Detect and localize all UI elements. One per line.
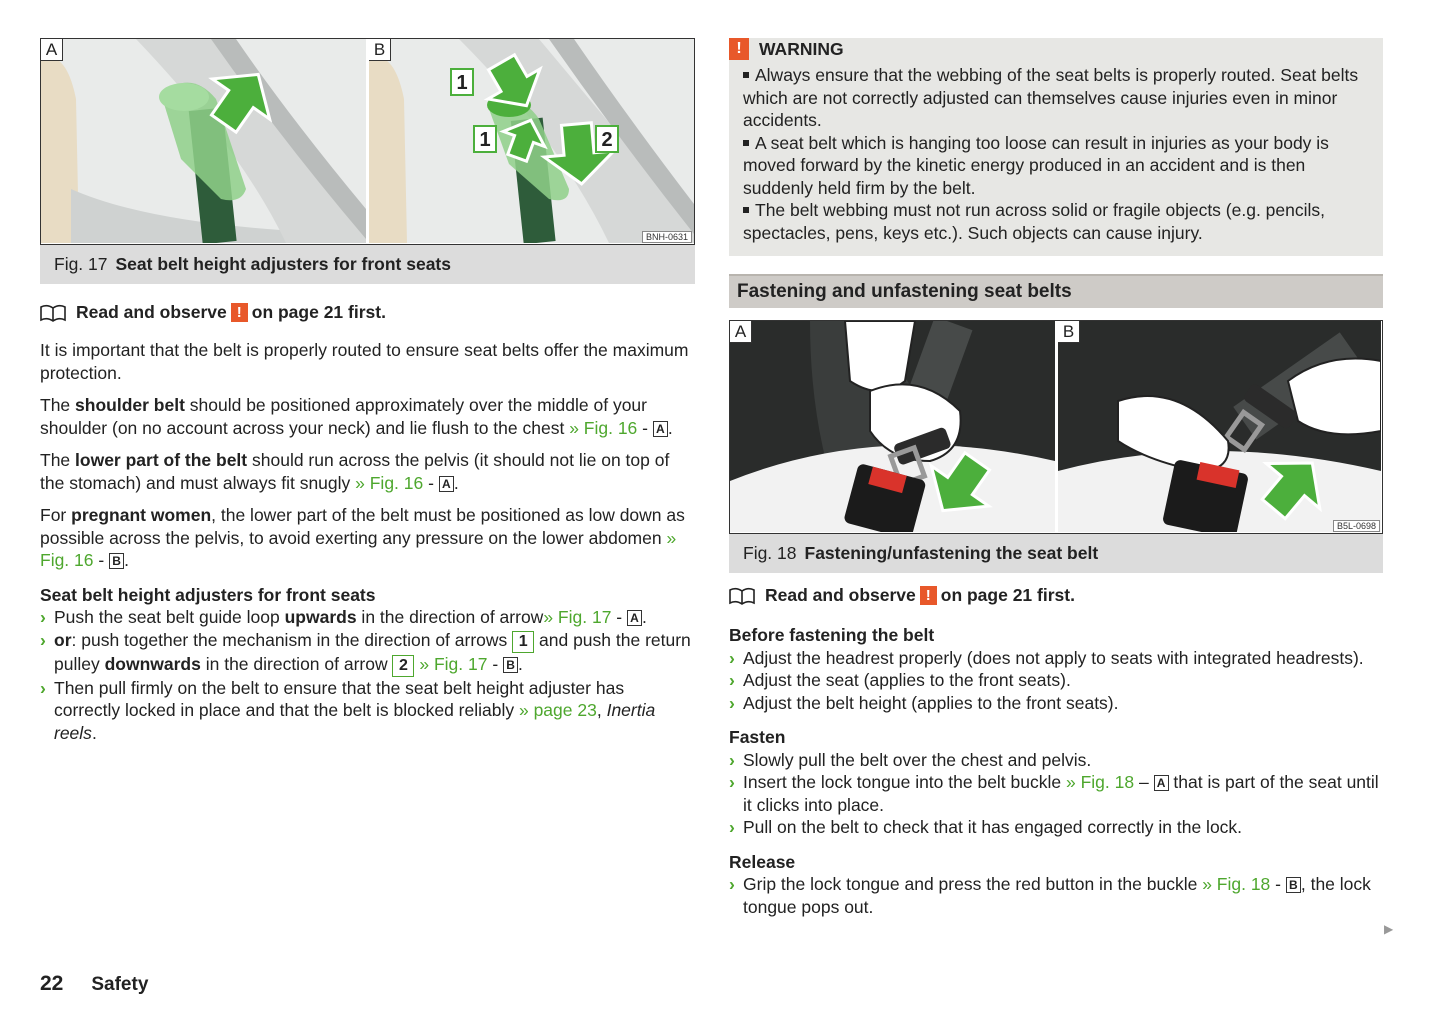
- left-column: [40, 38, 695, 744]
- list-item: › Adjust the belt height (applies to the front seats).: [729, 692, 1119, 713]
- read-text: Read and observe: [765, 585, 916, 605]
- arrow-callout-1: 1: [512, 631, 534, 653]
- figure-code: B5L-0698: [1333, 520, 1380, 532]
- link-fig-16[interactable]: » Fig. 16: [355, 472, 424, 493]
- figure-18-panel-b: [1058, 321, 1381, 532]
- list-item: › Adjust the headrest properly (does not apply to seats with integrated headrests).: [729, 647, 1364, 668]
- figure-number: Fig. 17: [54, 254, 108, 274]
- figure-17: [40, 38, 695, 284]
- subheading-height-adjusters: Seat belt height adjusters for front seats: [40, 584, 376, 605]
- warning-mark-icon: !: [231, 303, 248, 322]
- panel-label-a: A: [41, 39, 63, 61]
- link-fig-17[interactable]: » Fig. 17: [543, 607, 612, 627]
- warning-icon: !: [729, 38, 749, 60]
- list-item: › Push the seat belt guide loop upwards in the direction of arrow» Fig. 17 - A .: [40, 607, 647, 627]
- warning-mark-icon: !: [920, 586, 937, 605]
- read-text: Read and observe: [76, 302, 227, 322]
- warning-item: The belt webbing must not run across solid or fragile objects (e.g. pencils, spectacles, pens, keys etc.). Such objects can cause injury.: [743, 200, 1326, 243]
- subheading-release: Release: [729, 851, 796, 872]
- figure-18: [729, 320, 1383, 573]
- read-page-text: on page 21 first.: [251, 302, 386, 322]
- list-item: › Grip the lock tongue and press the red button in the buckle » Fig. 18 - B , the lock tongue pops out.: [729, 874, 1371, 917]
- height-adjuster-steps: [40, 606, 695, 744]
- chevron-right-icon: ›: [729, 772, 735, 792]
- chevron-right-icon: ›: [40, 629, 46, 650]
- before-fastening-steps: [729, 647, 1383, 715]
- release-steps: [729, 873, 1383, 918]
- warning-header: [729, 38, 1369, 60]
- link-fig-16[interactable]: » Fig. 16: [569, 417, 638, 438]
- paragraph-lower-belt: The lower part of the belt should run across the pelvis (it should not lie on top of the stomach) and must always fit snugly » Fig. 16 - A .: [40, 450, 670, 493]
- link-fig-16[interactable]: » Fig. 16: [40, 527, 677, 570]
- page-number: 22: [40, 972, 64, 995]
- chevron-right-icon: ›: [729, 749, 735, 770]
- subheading-fasten: Fasten: [729, 727, 786, 747]
- paragraph-routing: It is important that the belt is properly routed to ensure seat belts offer the maximum protection.: [40, 340, 689, 383]
- book-icon: [40, 304, 66, 322]
- fastening-belt-illustration: [730, 321, 1055, 532]
- panel-label-b: B: [1058, 321, 1080, 343]
- subheading-before-fastening: Before fastening the belt: [729, 625, 935, 645]
- figure-code: BNH-0631: [642, 231, 692, 243]
- list-item: › Adjust the seat (applies to the front seats).: [729, 670, 1071, 690]
- list-item: › or: push together the mechanism in the direction of arrows 1 and push the return pulley downwards in the direction of arrow 2 » Fig. 17 - B .: [40, 629, 695, 677]
- link-page-23[interactable]: » page 23: [518, 700, 597, 720]
- callout-1-top: 1: [456, 72, 468, 94]
- read-and-observe-note: [40, 302, 695, 323]
- chevron-right-icon: ›: [729, 817, 735, 837]
- warning-item: A seat belt which is hanging too loose can result in injuries as your body is moved forward by the kinetic energy produced in an accident and is then suddenly held firm by the belt.: [743, 132, 1329, 198]
- chevron-right-icon: ›: [40, 677, 46, 698]
- fasten-steps: [729, 749, 1383, 839]
- page-footer: [40, 972, 148, 996]
- seat-belt-pillar-illustration: [41, 39, 366, 243]
- figure-title: Fastening/unfastening the seat belt: [804, 543, 1099, 563]
- figure-number: Fig. 18: [743, 543, 797, 563]
- callout-1-lower: 1: [479, 129, 491, 151]
- figure-title: Seat belt height adjusters for front seats: [115, 254, 451, 274]
- read-and-observe-note: [729, 585, 1383, 606]
- figure-17-image: [40, 38, 695, 245]
- figure-18-caption: [729, 534, 1383, 573]
- figure-18-image: [729, 320, 1383, 534]
- chevron-right-icon: ›: [729, 670, 735, 690]
- chevron-right-icon: ›: [729, 874, 735, 894]
- seat-belt-adjuster-illustration: [369, 39, 694, 243]
- list-item: › Pull on the belt to check that it has engaged correctly in the lock.: [729, 817, 1243, 837]
- figure-17-panel-a: [41, 39, 366, 243]
- panel-label-b: B: [369, 39, 391, 61]
- book-icon: [729, 587, 755, 605]
- list-item: › Insert the lock tongue into the belt buckle » Fig. 18 – A that is part of the seat until it clicks into place.: [729, 772, 1379, 815]
- chevron-right-icon: ›: [729, 692, 735, 713]
- warning-item: Always ensure that the webbing of the seat belts is properly routed. Seat belts which are not correctly adjusted can themselves cause injuries even in minor accidents.: [743, 65, 1359, 130]
- footer-section: Safety: [91, 974, 149, 995]
- chevron-right-icon: ›: [40, 607, 46, 627]
- link-fig-17[interactable]: » Fig. 17: [419, 653, 488, 674]
- continue-arrow-icon: ▶: [1384, 922, 1394, 936]
- figure-17-panel-b: [369, 39, 694, 243]
- callout-2: 2: [601, 129, 613, 151]
- paragraph-pregnant-women: For pregnant women, the lower part of the belt must be positioned as low down as possible across the pelvis, to avoid exerting any pressure on the lower abdomen » Fig. 16 - B .: [40, 505, 685, 570]
- figure-17-caption: [40, 245, 695, 284]
- unfastening-belt-illustration: [1058, 321, 1381, 532]
- warning-box: [729, 38, 1383, 256]
- link-fig-18[interactable]: » Fig. 18: [1065, 772, 1135, 792]
- arrow-callout-2: 2: [392, 655, 414, 677]
- figure-18-panel-a: [730, 321, 1055, 532]
- chevron-right-icon: ›: [729, 647, 735, 668]
- paragraph-shoulder-belt: The shoulder belt should be positioned approximately over the middle of your shoulder (on no account across your neck) and lie flush to the chest » Fig. 16 - A .: [40, 395, 673, 438]
- list-item: › Slowly pull the belt over the chest and pelvis.: [729, 749, 1092, 770]
- warning-title: WARNING: [759, 38, 844, 59]
- right-column: [729, 38, 1383, 918]
- link-fig-18[interactable]: » Fig. 18: [1202, 874, 1271, 894]
- read-page-text: on page 21 first.: [940, 585, 1075, 605]
- section-title: Fastening and unfastening seat belts: [729, 274, 1383, 308]
- panel-label-a: A: [730, 321, 752, 343]
- list-item: › Then pull firmly on the belt to ensure that the seat belt height adjuster has correctly locked in place and that the belt is blocked reliably » page 23, Inertia reels.: [40, 677, 656, 743]
